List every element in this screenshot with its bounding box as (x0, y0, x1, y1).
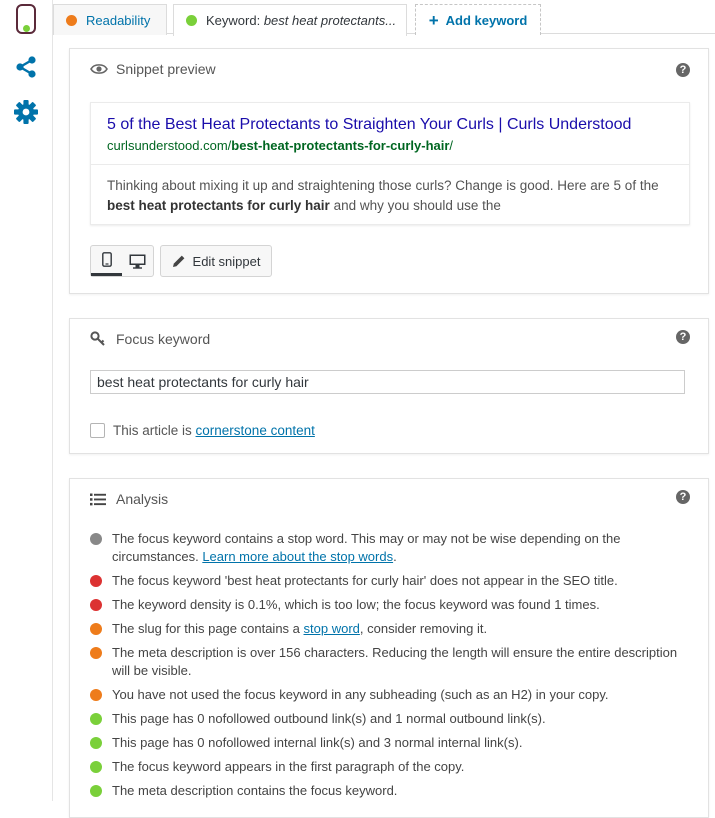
analysis-result-item: This page has 0 nofollowed internal link(s) and 3 normal internal link(s). (90, 734, 690, 752)
status-dot (90, 533, 102, 545)
list-icon (90, 493, 108, 506)
tab-keyword-value: best heat protectants... (263, 13, 397, 28)
keyword-score-dot (186, 15, 197, 26)
divider (91, 164, 689, 165)
traffic-light-button[interactable] (8, 2, 44, 36)
help-icon[interactable]: ? (676, 490, 690, 504)
cornerstone-label: This article is (113, 423, 196, 438)
snippet-preview-header[interactable] (90, 49, 216, 89)
status-dot (90, 623, 102, 635)
help-icon[interactable]: ? (676, 63, 690, 77)
status-dot (90, 647, 102, 659)
snippet-url: curlsunderstood.com/best-heat-protectants-for-curly-hair/ (107, 138, 454, 153)
edit-snippet-button[interactable] (160, 245, 272, 277)
cornerstone-checkbox[interactable] (90, 423, 105, 438)
pencil-icon (172, 254, 186, 268)
share-icon (14, 55, 38, 79)
status-dot (90, 599, 102, 611)
tab-readability-label: Readability (86, 12, 151, 28)
desktop-icon (129, 254, 146, 269)
plus-icon: + (428, 10, 439, 30)
analysis-result-item: The focus keyword 'best heat protectants for curly hair' does not appear in the SEO title. (90, 572, 690, 590)
gear-icon (13, 99, 39, 125)
analysis-header[interactable] (90, 479, 168, 519)
cornerstone-row (90, 423, 315, 438)
desktop-preview-button[interactable] (122, 246, 153, 276)
analysis-result-item: The slug for this page contains a stop word, consider removing it. (90, 620, 690, 638)
status-dot (90, 761, 102, 773)
snippet-title[interactable]: 5 of the Best Heat Protectants to Straighten Your Curls | Curls Understood (107, 116, 632, 133)
mobile-preview-button[interactable] (91, 246, 122, 276)
analysis-result-item: The focus keyword appears in the first paragraph of the copy. (90, 758, 690, 776)
analysis-result-item: This page has 0 nofollowed outbound link(s) and 1 normal outbound link(s). (90, 710, 690, 728)
cornerstone-link[interactable]: cornerstone content (195, 423, 315, 438)
snippet-preview-panel (69, 48, 709, 294)
focus-keyword-header[interactable] (90, 319, 210, 359)
sidebar-rail (0, 0, 53, 801)
tab-keyword[interactable] (173, 4, 407, 36)
status-dot (90, 737, 102, 749)
analysis-result-item: You have not used the focus keyword in any subheading (such as an H2) in your copy. (90, 686, 690, 704)
status-dot (90, 713, 102, 725)
snippet-preview-title: Snippet preview (116, 61, 216, 77)
status-dot (90, 785, 102, 797)
snippet-card (90, 102, 690, 225)
add-keyword-label: Add keyword (445, 12, 528, 28)
analysis-results-list (90, 530, 690, 806)
eye-icon (90, 63, 108, 75)
settings-button[interactable] (8, 95, 44, 129)
result-link[interactable]: stop word (303, 621, 360, 636)
analysis-title: Analysis (116, 491, 169, 507)
analysis-result-item: The meta description contains the focus keyword. (90, 782, 690, 800)
device-toggle (90, 245, 154, 277)
status-dot (90, 689, 102, 701)
mobile-icon (102, 252, 112, 267)
tab-readability[interactable] (53, 4, 167, 35)
help-icon[interactable]: ? (676, 330, 690, 344)
status-dot (90, 575, 102, 587)
add-keyword-button[interactable] (415, 4, 541, 35)
analysis-panel (69, 478, 709, 818)
tab-bar (53, 0, 715, 34)
analysis-result-item: The meta description is over 156 characters. Reducing the length will ensure the entire description will be visible. (90, 644, 690, 680)
tab-keyword-label: Keyword: (206, 13, 264, 28)
snippet-description: Thinking about mixing it up and straightening those curls? Change is good. Here are 5 of the best heat protectants for curly hair and why you should use the (107, 178, 659, 213)
traffic-light-icon (16, 4, 36, 34)
focus-keyword-panel (69, 318, 709, 454)
edit-snippet-label: Edit snippet (192, 253, 261, 269)
readability-score-dot (66, 15, 77, 26)
focus-keyword-input[interactable] (90, 370, 685, 394)
key-icon (90, 331, 108, 347)
share-button[interactable] (8, 50, 44, 84)
focus-keyword-title: Focus keyword (116, 331, 211, 347)
analysis-result-item: The keyword density is 0.1%, which is too low; the focus keyword was found 1 times. (90, 596, 690, 614)
analysis-result-item: The focus keyword contains a stop word. This may or may not be wise depending on the circumstances. Learn more about the stop words. (90, 530, 690, 566)
result-link[interactable]: Learn more about the stop words (202, 549, 394, 564)
